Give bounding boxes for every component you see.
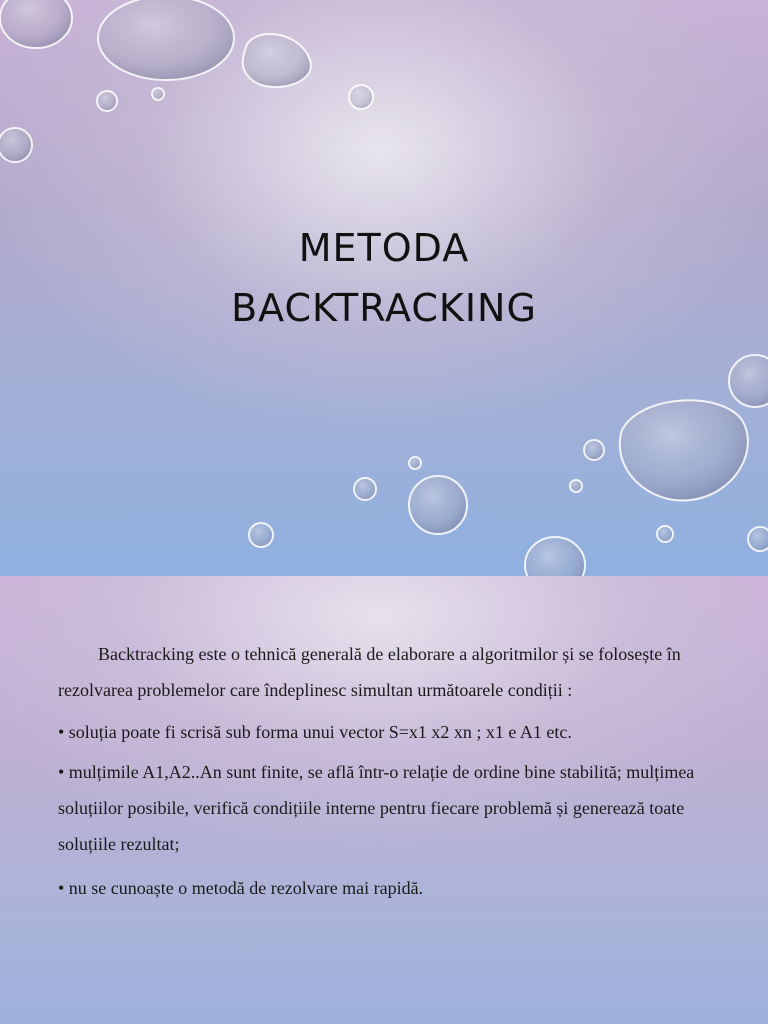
water-drop: [657, 526, 673, 542]
title-line-1: METODA: [298, 226, 470, 270]
water-drop: [748, 527, 768, 551]
water-drop: [620, 400, 748, 500]
water-drop: [249, 523, 273, 547]
bullet-item: • nu se cunoaște o metodă de rezolvare mai rapidă.: [58, 878, 424, 898]
intro-paragraph: Backtracking este o tehnică generală de elaborare a algoritmilor și se folosește în rezolvarea problemelor care îndeplinesc simultan următoarele condiții :: [58, 644, 681, 700]
water-drop: [409, 457, 421, 469]
slide-body: [58, 636, 728, 910]
water-drop: [584, 440, 604, 460]
title-line-2: BACKTRACKING: [231, 286, 537, 330]
water-drop: [525, 537, 585, 576]
water-drop: [98, 0, 234, 80]
water-drop: [243, 34, 311, 87]
water-drop: [409, 476, 467, 534]
water-drop: [729, 355, 768, 407]
bullet-item: • soluția poate fi scrisă sub forma unui vector S=x1 x2 xn ; x1 e A1 etc.: [58, 722, 572, 742]
water-drop: [0, 128, 32, 162]
content-slide: [0, 576, 768, 1024]
slide-title: [0, 218, 768, 338]
water-drop: [0, 0, 72, 48]
bullet-item: • mulțimile A1,A2..An sunt finite, se află într-o relație de ordine bine stabilită; mulțimea soluțiilor posibile, verifică condițiile interne pentru fiecare problemă și generează toate soluțiile rezultat;: [58, 762, 695, 854]
water-drop: [97, 91, 117, 111]
water-drop: [152, 88, 164, 100]
water-drop: [354, 478, 376, 500]
water-drop: [349, 85, 373, 109]
water-drop: [570, 480, 582, 492]
